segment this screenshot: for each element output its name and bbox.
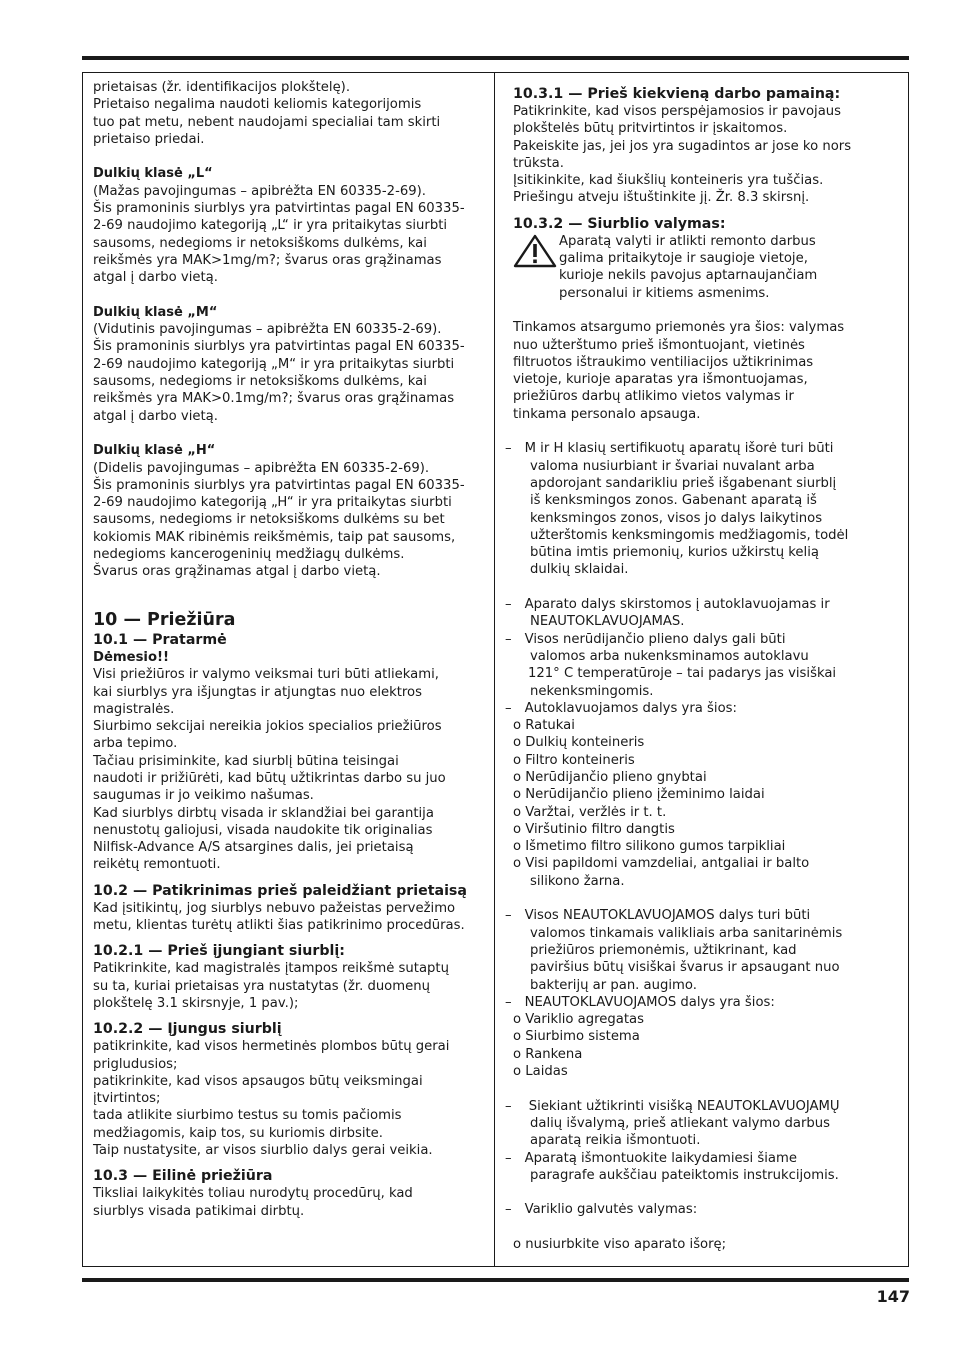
dash-marker: –: [505, 1098, 512, 1114]
text-line: Kad siurblys dirbtų visada ir sklandžiai bei garantija: [93, 805, 434, 821]
text-line: arba tepimo.: [93, 736, 178, 752]
text-line: atgal į darbo vietą.: [93, 408, 218, 424]
text-line: Visos NEAUTOKLAVUOJAMOS dalys turi būti: [524, 908, 811, 924]
text-line: tinkama personalo apsauga.: [513, 406, 701, 422]
text-line: tada atlikite siurbimo testus su tomis pačiomis: [93, 1108, 402, 1124]
text-line: Siekiant užtikrinti visišką NEAUTOKLAVUOJAMŲ: [524, 1098, 840, 1114]
text-line: Tačiau prisiminkite, kad siurblį būtina teisingai: [93, 753, 399, 769]
text-line: M ir H klasių sertifikuotų aparatų išorė turi būti: [524, 441, 834, 457]
text-line: Priešingu atveju ištuštinkite jį. Žr. 8.3 skirsnį.: [513, 190, 810, 206]
section-title-before-power-on: 10.2.1 — Prieš įjungiant siurblį:: [93, 943, 345, 960]
text-line: Šis pramoninis siurblys yra patvirtintas pagal EN 60335-: [93, 339, 465, 355]
text-line: kurioje nekils pavojus aptarnaujančiam: [559, 268, 818, 284]
text-line: atgal į darbo vietą.: [93, 270, 218, 286]
text-line: nekenksmingomis.: [530, 683, 654, 699]
text-line: filtruotos ištraukimo ventiliacijos užtikrinimas: [513, 354, 814, 370]
section-title-before-shift: 10.3.1 — Prieš kiekvieną darbo pamainą:: [513, 86, 841, 102]
text-line: (Mažas pavojingumas – apibrėžta EN 60335-2-69).: [93, 183, 426, 199]
bullet-marker: o: [513, 769, 522, 785]
text-line: galima pritaikytoje ir saugioje vietoje,: [559, 251, 808, 267]
text-line: reikšmės yra MAK>0.1mg/m?; švarus oras grąžinamas: [93, 391, 455, 407]
dust-class-h: [93, 442, 491, 580]
text-line: saugumas ir jo veikimo našumas.: [93, 788, 314, 804]
text-line: reikšmės yra MAK>1mg/m?; švarus oras grąžinamas: [93, 252, 442, 268]
dash-marker: –: [505, 700, 512, 716]
text-line: Tiksliai laikykitės toliau nurodytų procedūrų, kad: [93, 1186, 413, 1202]
section-title-cleaning: 10.3.2 — Siurblio valymas:: [513, 215, 726, 232]
bullet-marker: o: [513, 821, 522, 837]
top-rule: [82, 56, 909, 60]
list-item: o Nerūdijančio plieno įžeminimo laidai: [513, 787, 765, 803]
section-title-preface: 10.1 — Pratarmė: [93, 631, 227, 648]
list-item: o Rankena: [513, 1046, 583, 1062]
text-line: valomos tinkamais valikliais arba sanitarinėmis: [530, 925, 843, 941]
text-line: kenksmingos zonos, visos jo dalys laikytinos: [530, 510, 823, 526]
text-line: paragrafe aukščiau pateiktomis instrukcijomis.: [530, 1167, 839, 1183]
text-line: metu, klientas turėtų atlikti šias patikrinimo procedūras.: [93, 918, 465, 934]
bullet-marker: o: [513, 735, 522, 751]
text-line: tuo pat metu, nebent naudojami specialiai tam skirti: [93, 114, 441, 130]
attention-label: Dėmesio!!: [93, 649, 170, 665]
list-item: o Dulkių konteineris: [513, 735, 645, 751]
column-divider: [494, 72, 495, 1267]
text-line: personalui ir kitiems asmenims.: [559, 285, 770, 301]
dust-class-m: [93, 304, 491, 425]
text-line: 2-69 naudojimo kategoriją „H“ ir yra pritaikytas siurbti: [93, 495, 452, 511]
text-line: Prietaiso negalima naudoti keliomis kategorijomis: [93, 97, 422, 113]
text-line: įtvirtintos;: [93, 1091, 161, 1107]
text-line: Aparatą išmontuokite laikydamiesi šiame: [524, 1150, 797, 1166]
text-line: užterštomis kenksmingomis medžiagomis, todėl: [530, 527, 849, 543]
bullet-marker: o: [513, 1064, 522, 1080]
text-line: plokštelę 3.1 skirsnyje, 1 pav.);: [93, 995, 299, 1011]
text-line: prietaiso priedai.: [93, 131, 205, 147]
text-line: priežiūros priemonėmis, užtikrinant, kad: [530, 942, 797, 958]
text-line: apdorojant sandarikliu prieš išgabenant siurblį: [530, 475, 837, 491]
text-line: silikono žarna.: [530, 873, 625, 889]
autoclave-list: [513, 717, 905, 890]
section-title-pre-start-check: 10.2 — Patikrinimas prieš paleidžiant prietaisą: [93, 882, 467, 899]
text-line: Šis pramoninis siurblys yra patvirtintas pagal EN 60335-: [93, 477, 465, 493]
dash-marker: –: [505, 908, 512, 924]
text-line: Siurbimo sekcijai nereikia jokios specialios priežiūros: [93, 719, 442, 735]
dash-marker: –: [505, 441, 512, 457]
dash-marker: –: [505, 1150, 512, 1166]
text-line: Pakeiskite jas, jei jos yra sugadintos ar jose ko nors: [513, 138, 852, 154]
text-line: magistralės.: [93, 701, 175, 717]
text-line: siurblys visada patikimai dirbtų.: [93, 1203, 305, 1219]
text-line: Patikrinkite, kad magistralės įtampos reikšmė sutaptų: [93, 961, 449, 977]
text-line: plokštelės būtų pritvirtintos ir įskaitomos.: [513, 121, 788, 137]
list-item: o Ratukai: [513, 718, 575, 734]
text-line: Nilfisk-Advance A/S atsargines dalis, jei prietaisą: [93, 840, 414, 856]
text-line: NEAUTOKLAVUOJAMAS.: [530, 614, 685, 630]
text-line: aparatą reikia išmontuoti.: [530, 1133, 701, 1149]
dash-item-part-classes: [505, 596, 905, 717]
list-item: o Filtro konteineris: [513, 752, 635, 768]
list-item: o Išmetimo filtro silikono gumos tarpikliai: [513, 839, 786, 855]
right-column: [505, 85, 905, 1253]
text-line: sausoms, nedegioms ir netoksiškoms dulkėms, kai: [93, 374, 427, 390]
text-line: nuo užterštumo prieš išmontuojant, vietinės: [513, 337, 805, 353]
text-line: Patikrinkite, kad visos perspėjamosios ir pavojaus: [513, 104, 842, 119]
text-line: Visi priežiūros ir valymo veiksmai turi būti atliekami,: [93, 667, 439, 683]
bullet-marker: o: [513, 1012, 522, 1028]
text-line: kokiomis MAK ribinėmis reikšmėmis, taip pat sausoms,: [93, 529, 456, 545]
text-line: naudoti ir prižiūrėti, kad būtų užtikrintas darbo su juo: [93, 770, 446, 786]
list-item: o Viršutinio filtro dangtis: [513, 821, 675, 837]
bullet-marker: o: [513, 839, 522, 855]
dash-item-motor-head: [505, 1201, 905, 1218]
text-line: Švarus oras grąžinamas atgal į darbo vietą.: [93, 564, 381, 580]
section-title-maintenance: 10 — Priežiūra: [93, 609, 236, 630]
text-line: Variklio galvutės valymas:: [524, 1202, 698, 1218]
text-line: prietaisas (žr. identifikacijos plokštelę).: [93, 80, 351, 95]
warning-block: [513, 233, 905, 302]
dash-item-external-cleaning: [505, 440, 905, 578]
list-item: o Varžtai, veržlės ir t. t.: [513, 804, 667, 820]
text-line: dalių išvalymą, prieš atliekant valymo darbus: [530, 1115, 830, 1131]
preface-paragraph: [93, 666, 491, 874]
warning-text: [557, 233, 817, 302]
text-line: bakterijų ar pan. augimo.: [530, 977, 697, 993]
text-line: Šis pramoninis siurblys yra patvirtintas pagal EN 60335-: [93, 201, 465, 217]
text-line: 2-69 naudojimo kategoriją „L“ ir yra pritaikytas siurbti: [93, 218, 448, 234]
dust-class-l-heading: Dulkių klasė „L“: [93, 166, 213, 182]
text-line: paviršius būtų visiškai švarus ir apsaugant nuo: [530, 960, 840, 976]
text-line: vietoje, kurioje aparatas yra išmontuojamas,: [513, 372, 808, 388]
text-line: (Vidutinis pavojingumas – apibrėžta EN 60335-2-69).: [93, 322, 442, 338]
text-line: su ta, kuriai prietaisas yra nustatytas (žr. duomenų: [93, 978, 430, 994]
bullet-marker: o: [513, 718, 522, 734]
page-number: 147: [876, 1287, 910, 1306]
bullet-marker: o: [513, 1237, 522, 1252]
text-line: Įsitikinkite, kad šiukšlių konteineris yra tuščias.: [513, 173, 824, 189]
bullet-marker: o: [513, 752, 522, 768]
bullet-marker: o: [513, 804, 522, 820]
text-line: medžiagomis, kaip tos, su kuriomis dirbsite.: [93, 1125, 383, 1141]
text-line: priežiūros darbų atlikimo vietos valymas ir: [513, 389, 794, 405]
non-autoclave-list: [513, 1011, 905, 1080]
text-line: patikrinkite, kad visos hermetinės plombos būtų gerai: [93, 1039, 450, 1055]
dash-marker: –: [505, 597, 512, 613]
text-line: reikėtų remontuoti.: [93, 857, 221, 873]
text-line: kai siurblys yra išjungtas ir atjungtas nuo elektros: [93, 684, 422, 700]
dust-class-m-heading: Dulkių klasė „M“: [93, 304, 218, 320]
bottom-rule: [82, 1278, 909, 1282]
intro-paragraph: [93, 79, 491, 148]
list-item: o nusiurbkite viso aparato išorę;: [513, 1237, 727, 1252]
text-line: nenustotų galiojusi, visada naudokite tik originalias: [93, 822, 433, 838]
list-item: o Laidas: [513, 1064, 568, 1080]
dash-marker: –: [505, 1202, 512, 1218]
bullet-marker: o: [513, 856, 522, 872]
section-title-routine-maintenance: 10.3 — Eilinė priežiūra: [93, 1168, 273, 1185]
text-line: būtina imtis priemonių, kurios užkirstų kelią: [530, 545, 819, 561]
list-item: o Nerūdijančio plieno gnybtai: [513, 769, 707, 785]
text-line: Aparatą valyti ir atlikti remonto darbus: [559, 233, 816, 249]
left-column: [93, 79, 491, 1220]
text-line: valomos arba nukenksminamos autoklavu: [530, 648, 809, 664]
text-line: iš kenksmingos zonos. Gabenant aparatą iš: [530, 493, 817, 509]
text-line: patikrinkite, kad visos apsaugos būtų veiksmingai: [93, 1073, 423, 1089]
dash-marker: –: [505, 631, 512, 647]
dash-marker: –: [505, 994, 512, 1010]
text-line: sausoms, nedegioms ir netoksiškoms dulkėms su bet: [93, 512, 445, 528]
text-line: Taip nustatysite, ar visos siurblio dalys gerai veikia.: [93, 1143, 433, 1159]
list-item: o Siurbimo sistema: [513, 1029, 640, 1045]
dust-class-h-heading: Dulkių klasė „H“: [93, 443, 216, 459]
text-line: valoma nusiurbiant ir švariai nuvalant arba: [530, 458, 815, 474]
text-line: Visos nerūdijančio plieno dalys gali būti: [524, 631, 786, 647]
text-line: 121° C temperatūroje – tai padarys jas visiškai: [528, 666, 837, 682]
text-line: Tinkamos atsargumo priemonės yra šios: valymas: [513, 320, 845, 336]
dash-item-disassembly: [505, 1098, 905, 1184]
text-line: nedegioms kancerogeninių medžiagų dulkėms.: [93, 547, 405, 563]
text-line: dulkių sklaidai.: [530, 562, 629, 578]
dust-class-l: [93, 165, 491, 286]
text-line: 2-69 naudojimo kategoriją „M“ ir yra pritaikytas siurbti: [93, 356, 455, 372]
text-line: trūksta.: [513, 155, 564, 171]
text-line: NEAUTOKLAVUOJAMOS dalys yra šios:: [524, 994, 775, 1010]
bullet-marker: o: [513, 1029, 522, 1045]
bullet-marker: o: [513, 787, 522, 803]
text-line: (Didelis pavojingumas – apibrėžta EN 60335-2-69).: [93, 460, 430, 476]
bullet-marker: o: [513, 1046, 522, 1062]
text-line: Aparato dalys skirstomos į autoklavuojamas ir: [524, 597, 830, 613]
section-title-after-power-on: 10.2.2 — Įjungus siurblį: [93, 1021, 282, 1038]
warning-triangle-icon: [513, 234, 557, 268]
text-line: Kad įsitikintų, jog siurblys nebuvo pažeistas pervežimo: [93, 900, 456, 916]
list-item: o Visi papildomi vamzdeliai, antgaliai ir balto: [513, 856, 810, 872]
text-line: sausoms, nedegioms ir netoksiškoms dulkėms, kai: [93, 235, 427, 251]
precautions-paragraph: [513, 319, 905, 423]
text-line: prigludusios;: [93, 1056, 178, 1072]
dash-item-non-autoclave: [505, 907, 905, 1011]
text-line: Autoklavuojamos dalys yra šios:: [524, 700, 737, 716]
list-item: o Variklio agregatas: [513, 1012, 644, 1028]
